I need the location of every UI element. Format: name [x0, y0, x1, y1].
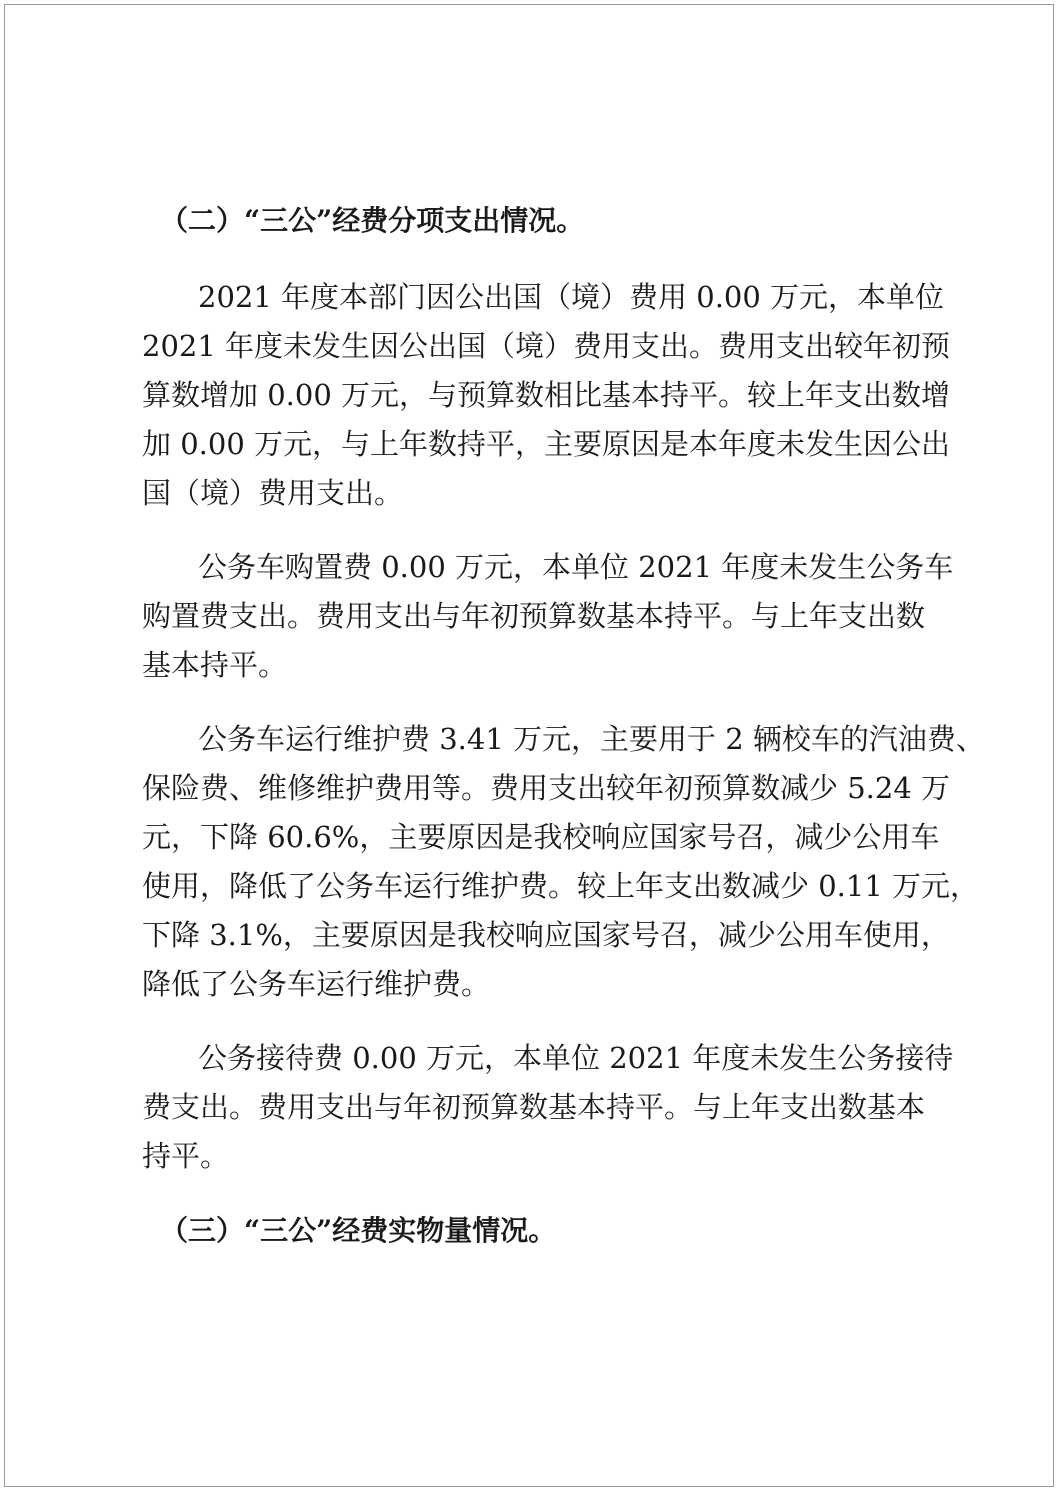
paragraph-line: 使用，降低了公务车运行维护费。较上年支出数减少 0.11 万元， [142, 869, 980, 903]
paragraph-line: 降低了公务车运行维护费。 [142, 967, 491, 1001]
paragraph-line: 2021 年度本部门因公出国（境）费用 0.00 万元，本单位 [198, 280, 945, 314]
paragraph-line: 算数增加 0.00 万元，与预算数相比基本持平。较上年支出数增 [142, 378, 951, 412]
section-heading-3: （三）“三公”经费实物量情况。 [160, 1214, 557, 1247]
section-heading-2: （二）“三公”经费分项支出情况。 [160, 204, 585, 237]
paragraph-line: 保险费、维修维护费用等。费用支出较年初预算数减少 5.24 万 [142, 771, 951, 805]
paragraph-line: 公务接待费 0.00 万元，本单位 2021 年度未发生公务接待 [198, 1041, 954, 1075]
paragraph-line: 购置费支出。费用支出与年初预算数基本持平。与上年支出数 [142, 599, 926, 633]
paragraph-line: 公务车运行维护费 3.41 万元，主要用于 2 辆校车的汽油费、 [198, 722, 985, 756]
paragraph-line: 加 0.00 万元，与上年数持平，主要原因是本年度未发生因公出 [142, 427, 951, 461]
paragraph-line: 下降 3.1%，主要原因是我校响应国家号召，减少公用车使用， [142, 918, 950, 952]
paragraph-line: 费支出。费用支出与年初预算数基本持平。与上年支出数基本 [142, 1090, 926, 1124]
paragraph-line: 公务车购置费 0.00 万元，本单位 2021 年度未发生公务车 [198, 550, 954, 584]
paragraph-line: 持平。 [142, 1139, 230, 1173]
paragraph-line: 2021 年度未发生因公出国（境）费用支出。费用支出较年初预 [142, 329, 951, 363]
paragraph-line: 元，下降 60.6%，主要原因是我校响应国家号召，减少公用车 [142, 820, 940, 854]
paragraph-line: 国（境）费用支出。 [142, 476, 404, 510]
paragraph-line: 基本持平。 [142, 648, 288, 682]
